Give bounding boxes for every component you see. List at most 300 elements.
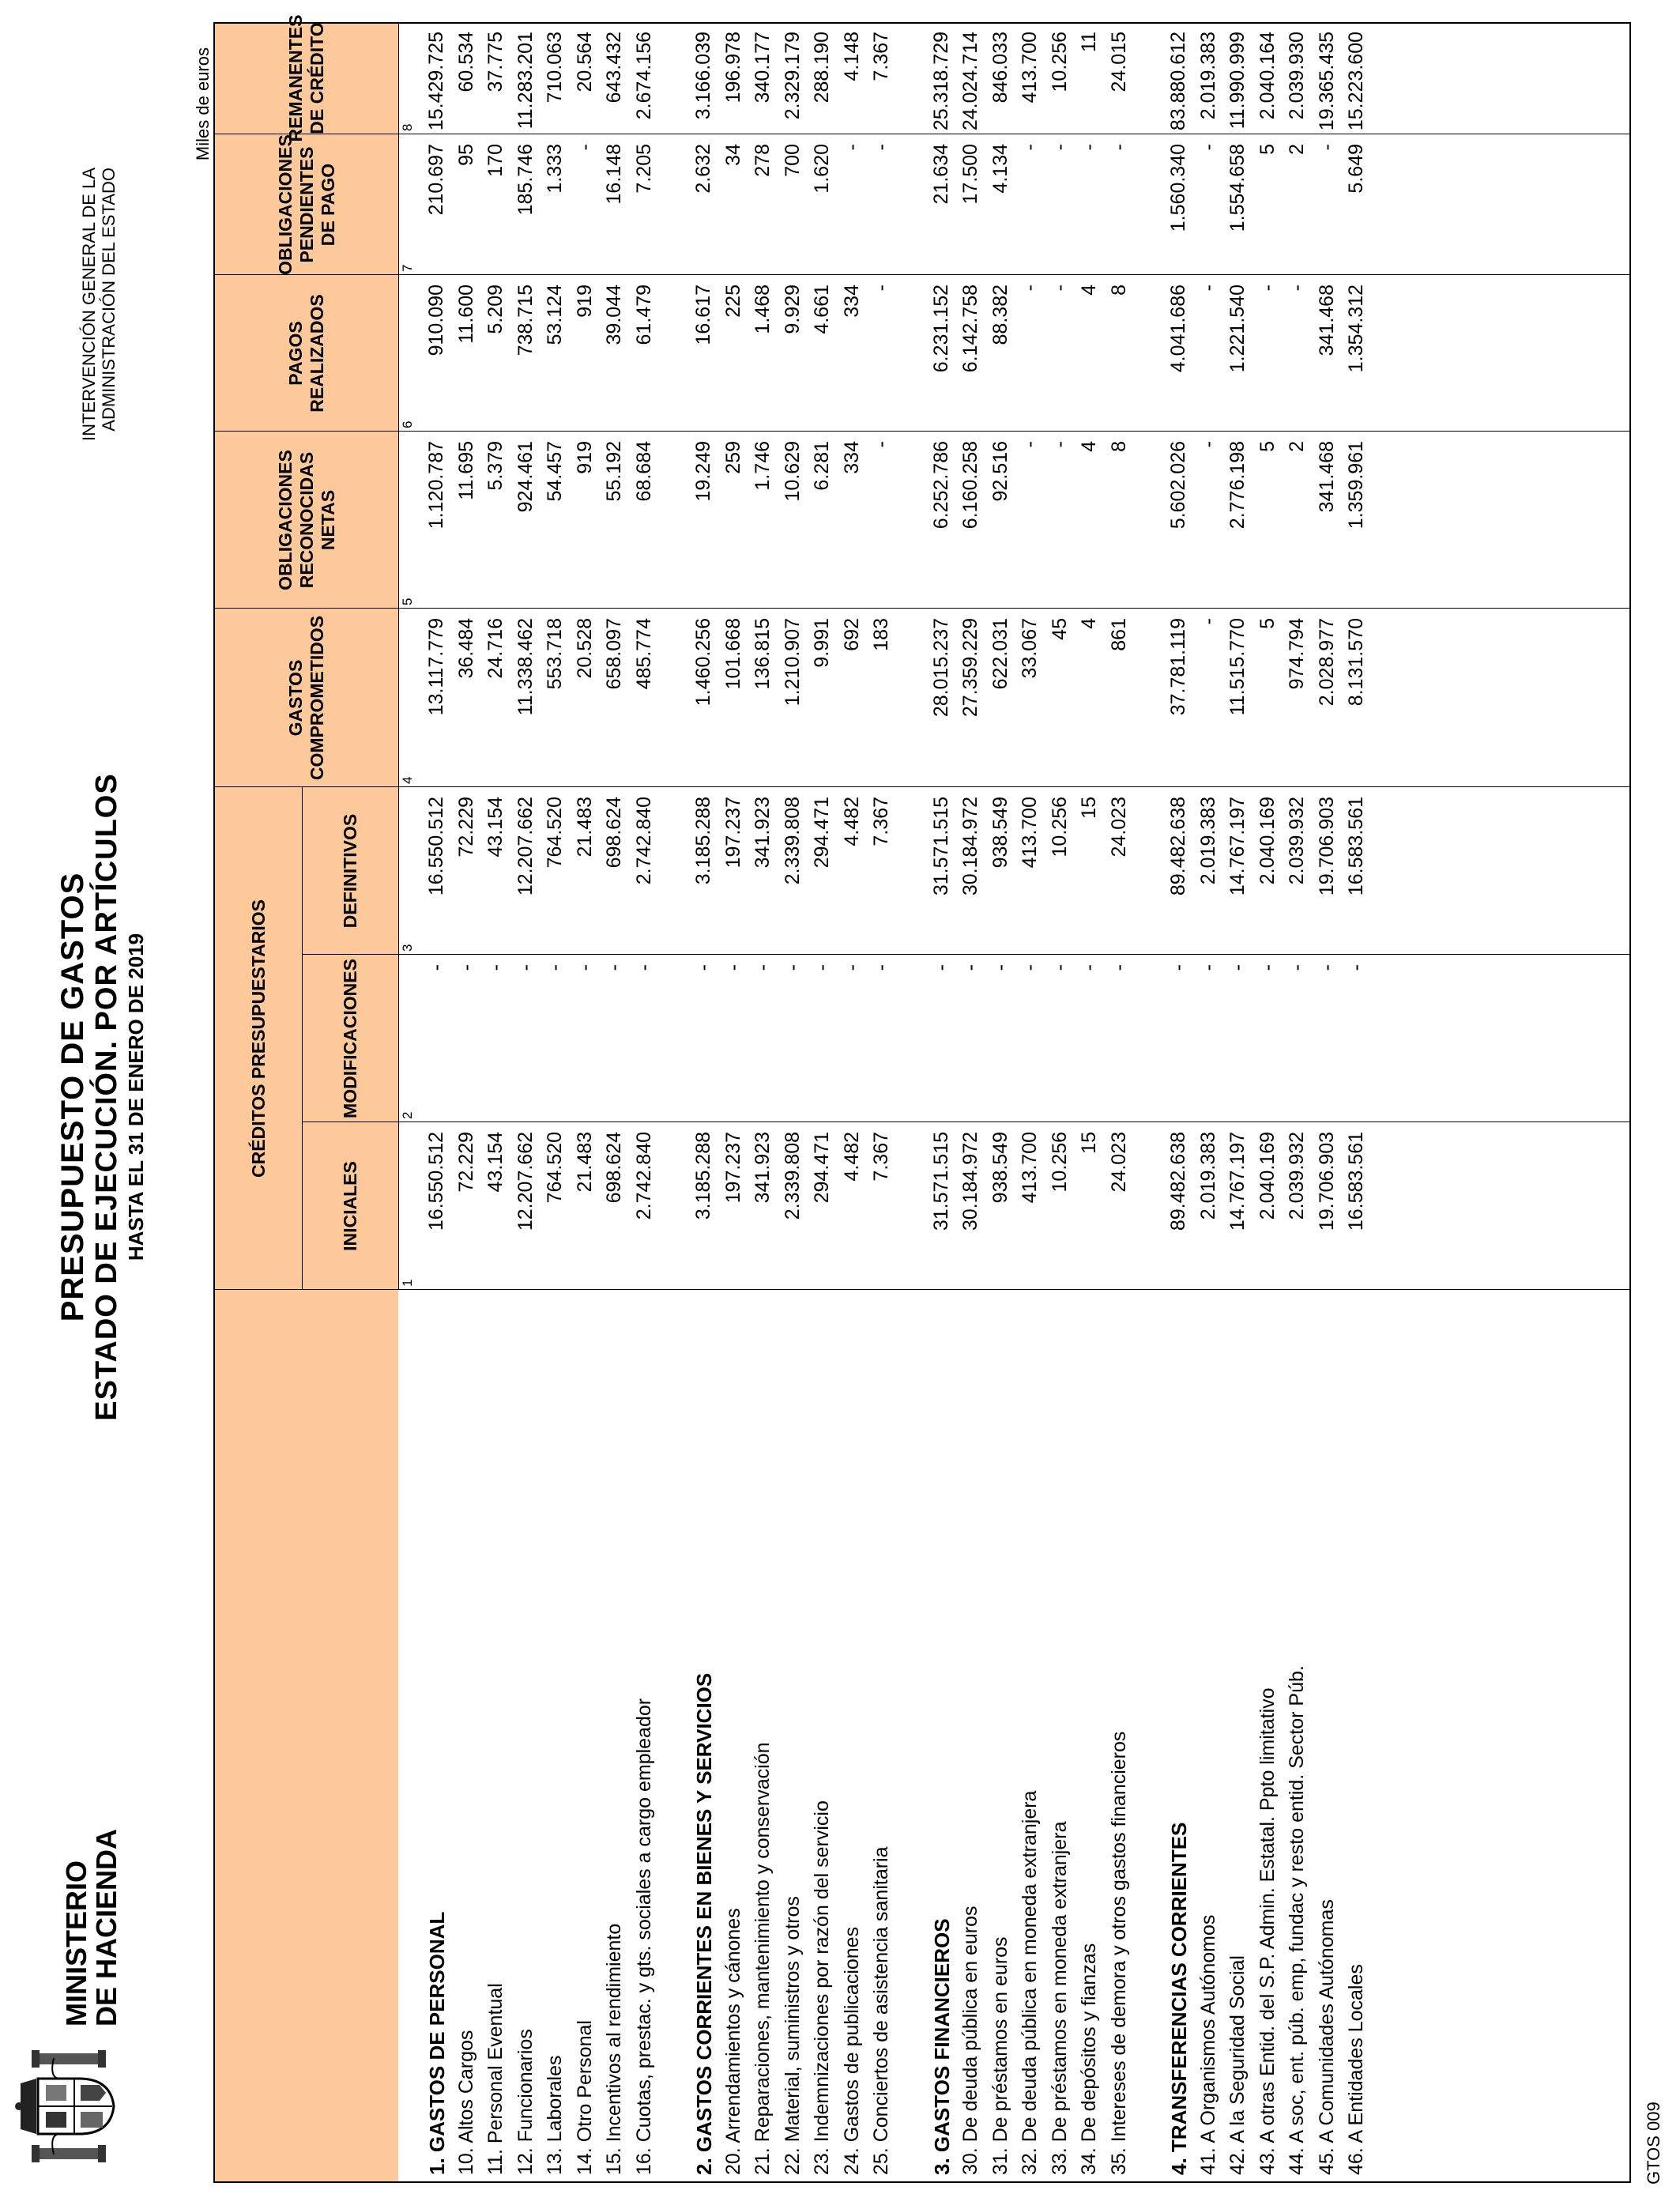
cell-value: -	[573, 144, 596, 151]
cell-value: 95	[454, 144, 477, 166]
cell-value: 30.184.972	[959, 797, 981, 896]
cell-value: 54.457	[544, 441, 566, 502]
cell-value: 89.482.638	[1167, 797, 1189, 896]
table-row	[1313, 24, 1340, 2181]
cell-value: -	[1256, 285, 1279, 292]
cell-value: 5.379	[484, 441, 507, 491]
cell-value: 25.318.729	[929, 32, 952, 131]
cell-value: -	[1019, 441, 1041, 448]
cell-value: 20.528	[573, 618, 596, 679]
cell-value: 5	[1256, 618, 1279, 629]
header-remanentes-credito: REMANENTES DE CRÉDITO	[285, 14, 327, 142]
cell-value: 2.742.840	[632, 797, 655, 885]
row-label: 20. Arrendamientos y cánones	[721, 1908, 744, 2175]
header-obligaciones-reconocidas: OBLIGACIONES RECONOCIDAS NETAS	[274, 450, 338, 590]
cell-value: -	[840, 144, 863, 151]
cell-value: 700	[781, 144, 804, 177]
cell-value: 12.207.662	[514, 1132, 537, 1231]
row-label: 42. A la Seguridad Social	[1226, 1955, 1249, 2175]
cell-value: 334	[840, 441, 863, 474]
row-label: 46. A Entidades Locales	[1345, 1964, 1367, 2175]
column-number: 2	[400, 1111, 415, 1119]
cell-value: 15	[1078, 1132, 1100, 1154]
header-pagos-realizados: PAGOS REALIZADOS	[285, 294, 327, 413]
cell-value: 31.571.515	[929, 1132, 952, 1231]
cell-value: -	[573, 964, 596, 971]
cell-value: 8	[1107, 285, 1130, 296]
cell-value: 2.674.156	[632, 32, 655, 120]
cell-value: 738.715	[514, 285, 537, 356]
cell-value: -	[840, 964, 863, 971]
cell-value: 12.207.662	[514, 797, 537, 896]
cell-value: 643.432	[603, 32, 625, 104]
row-label: 13. Laborales	[544, 2055, 566, 2175]
cell-value: 413.700	[1019, 32, 1041, 104]
cell-value: 1.210.907	[781, 618, 804, 707]
cell-value: 2.039.932	[1286, 1132, 1308, 1220]
cell-value: 24.023	[1107, 1132, 1130, 1193]
cell-value: 16.583.561	[1345, 797, 1367, 896]
cell-value: 2.339.808	[781, 1132, 804, 1220]
cell-value: 1.620	[811, 144, 833, 194]
cell-value: 710.063	[544, 32, 566, 104]
cell-value: 2.019.383	[1196, 32, 1219, 120]
cell-value: 2.039.932	[1286, 797, 1308, 885]
cell-value: 658.097	[603, 618, 625, 690]
cell-value: 974.794	[1286, 618, 1308, 690]
document-title: PRESUPUESTO DE GASTOS	[55, 872, 90, 1322]
cell-value: -	[484, 964, 507, 971]
column-number: 4	[400, 776, 415, 784]
row-label: 43. A otras Entid. del S.P. Admin. Estatal. Ppto limitativo	[1256, 1687, 1279, 2175]
row-label: 32. De deuda pública en moneda extranjera	[1019, 1790, 1041, 2175]
table-row	[1045, 24, 1073, 2181]
cell-value: -	[1345, 964, 1367, 971]
cell-value: 2.039.930	[1286, 32, 1308, 120]
cell-value: 34	[721, 144, 744, 166]
cell-value: 19.706.903	[1315, 1132, 1338, 1231]
cell-value: 1.554.658	[1226, 144, 1249, 232]
cell-value: 938.549	[989, 1132, 1011, 1204]
row-label: 34. De depósitos y fianzas	[1078, 1943, 1100, 2175]
cell-value: 16.583.561	[1345, 1132, 1367, 1231]
row-label: 30. De deuda pública en euros	[959, 1906, 981, 2175]
cell-value: 698.624	[603, 797, 625, 869]
cell-value: 11.695	[454, 441, 477, 500]
table-row	[1075, 24, 1102, 2181]
row-label: 23. Indemnizaciones por razón del servicio	[811, 1800, 833, 2175]
cell-value: 846.033	[989, 32, 1011, 104]
cell-value: -	[1107, 144, 1130, 151]
cell-value: 53.124	[544, 285, 566, 345]
document-code: GTOS 009	[1644, 2102, 1663, 2185]
cell-value: 764.520	[544, 1132, 566, 1204]
cell-value: -	[1196, 285, 1219, 292]
cell-value: -	[1286, 285, 1308, 292]
cell-value: 19.365.435	[1315, 32, 1338, 131]
row-label: 25. Conciertos de asistencia sanitaria	[870, 1846, 892, 2175]
cell-value: 28.015.237	[929, 618, 952, 718]
table-row	[838, 24, 865, 2181]
cell-value: -	[1196, 441, 1219, 448]
ministry-line-1: MINISTERIO	[60, 1860, 92, 2026]
row-label: 15. Incentivos al rendimiento	[603, 1923, 625, 2175]
table-row-chapter	[689, 24, 717, 2181]
table-row	[630, 24, 657, 2181]
table-row	[867, 24, 895, 2181]
cell-value: 259	[721, 441, 744, 474]
table-row	[808, 24, 835, 2181]
cell-value: 10.256	[1048, 32, 1071, 92]
cell-value: 19.706.903	[1315, 797, 1338, 896]
issuer-block	[79, 168, 119, 441]
header-gastos-comprometidos: GASTOS COMPROMETIDOS	[285, 615, 327, 781]
grid-line	[215, 274, 1629, 275]
cell-value: 4.041.686	[1167, 285, 1189, 373]
cell-value: 553.718	[544, 618, 566, 690]
cell-value: 1.333	[544, 144, 566, 194]
cell-value: -	[989, 964, 1011, 971]
column-number: 7	[400, 264, 415, 272]
cell-value: 72.229	[454, 1132, 477, 1193]
header-iniciales: INICIALES	[339, 1161, 360, 1251]
cell-value: 340.177	[751, 32, 774, 104]
cell-value: 16.617	[692, 285, 714, 345]
cell-value: 68.684	[632, 441, 655, 502]
cell-value: 4.134	[989, 144, 1011, 194]
cell-value: -	[781, 964, 804, 971]
cell-value: 341.468	[1315, 441, 1338, 513]
cell-value: 6.231.152	[929, 285, 952, 373]
units-note: Miles de euros	[193, 47, 213, 161]
cell-value: 2.019.383	[1196, 797, 1219, 885]
cell-value: 4	[1078, 441, 1100, 452]
issuer-line-1: INTERVENCIÓN GENERAL DE LA	[79, 168, 99, 441]
cell-value: 101.668	[721, 618, 744, 690]
cell-value: 2	[1286, 441, 1308, 452]
grid-line	[215, 431, 1629, 432]
cell-value: -	[1226, 964, 1249, 971]
cell-value: 6.160.258	[959, 441, 981, 530]
cell-value: 60.534	[454, 32, 477, 92]
cell-value: 5	[1256, 441, 1279, 452]
cell-value: 136.815	[751, 618, 774, 690]
cell-value: -	[1167, 964, 1189, 971]
cell-value: 37.781.119	[1167, 618, 1189, 716]
cell-value: 15.429.725	[425, 32, 447, 131]
cell-value: 45	[1048, 618, 1071, 640]
cell-value: 1.560.340	[1167, 144, 1189, 232]
cell-value: 341.923	[751, 797, 774, 869]
cell-value: 5.209	[484, 285, 507, 334]
table-row-chapter	[927, 24, 955, 2181]
table-row	[1342, 24, 1369, 2181]
cell-value: 225	[721, 285, 744, 318]
cell-value: 294.471	[811, 1132, 833, 1204]
cell-value: 4	[1078, 285, 1100, 296]
row-label: 2. GASTOS CORRIENTES EN BIENES Y SERVICIOS	[692, 1672, 716, 2175]
cell-value: 17.500	[959, 144, 981, 205]
cell-value: 6.252.786	[929, 441, 952, 530]
cell-value: 334	[840, 285, 863, 318]
row-label: 1. GASTOS DE PERSONAL	[425, 1911, 449, 2175]
cell-value: 4.148	[840, 32, 863, 81]
cell-value: 924.461	[514, 441, 537, 513]
row-label: 12. Funcionarios	[514, 2029, 537, 2175]
cell-value: 88.382	[989, 285, 1011, 345]
cell-value: 170	[484, 144, 507, 177]
cell-value: 24.716	[484, 618, 507, 679]
table-row	[986, 24, 1014, 2181]
cell-value: 2	[1286, 144, 1308, 155]
grid-line	[302, 954, 1629, 955]
grid-line	[398, 24, 399, 1290]
cell-value: 1.460.256	[692, 618, 714, 707]
cell-value: 3.166.039	[692, 32, 714, 120]
cell-value: 10.256	[1048, 1132, 1071, 1193]
cell-value: 24.015	[1107, 32, 1130, 92]
cell-value: 764.520	[544, 797, 566, 869]
cell-value: 919	[573, 441, 596, 474]
cell-value: 3.185.288	[692, 1132, 714, 1220]
cell-value: -	[514, 964, 537, 971]
cell-value: 196.978	[721, 32, 744, 104]
table-row	[511, 24, 539, 2181]
cell-value: 83.880.612	[1167, 32, 1189, 131]
cell-value: 413.700	[1019, 1132, 1041, 1204]
ministry-line-2: DE HACIENDA	[90, 1828, 122, 2026]
cell-value: 16.550.512	[425, 1132, 447, 1231]
cell-value: -	[870, 964, 892, 971]
cell-value: -	[751, 964, 774, 971]
cell-value: 278	[751, 144, 774, 177]
cell-value: -	[1286, 964, 1308, 971]
cell-value: 4.482	[840, 797, 863, 846]
cell-value: -	[603, 964, 625, 971]
cell-value: 1.354.312	[1345, 285, 1367, 373]
cell-value: 7.205	[632, 144, 655, 194]
cell-value: 5	[1256, 144, 1279, 155]
grid-line	[215, 1289, 1629, 1290]
cell-value: 55.192	[603, 441, 625, 502]
cell-value: 2.040.164	[1256, 32, 1279, 120]
cell-value: 37.775	[484, 32, 507, 92]
cell-value: 210.697	[425, 144, 447, 216]
table-row	[600, 24, 627, 2181]
cell-value: 11	[1078, 32, 1100, 52]
cell-value: -	[1078, 964, 1100, 971]
cell-value: 288.190	[811, 32, 833, 104]
cell-value: -	[1019, 144, 1041, 151]
table-row	[956, 24, 984, 2181]
column-number: 1	[400, 1279, 415, 1287]
cell-value: 15.223.600	[1345, 32, 1367, 131]
cell-value: 5.602.026	[1167, 441, 1189, 530]
cell-value: 16.550.512	[425, 797, 447, 896]
row-label: 22. Material, suministros y otros	[781, 1896, 804, 2175]
cell-value: 183	[870, 618, 892, 651]
cell-value: 2.742.840	[632, 1132, 655, 1220]
table-row	[481, 24, 509, 2181]
table-row	[541, 24, 568, 2181]
cell-value: 1.120.787	[425, 441, 447, 530]
cell-value: 9.929	[781, 285, 804, 334]
table-row	[1223, 24, 1251, 2181]
cell-value: -	[959, 964, 981, 971]
cell-value: 2.632	[692, 144, 714, 194]
cell-value: 692	[840, 618, 863, 651]
header-definitivos: DEFINITIVOS	[339, 813, 360, 929]
cell-value: 27.359.229	[959, 618, 981, 718]
cell-value: 15	[1078, 797, 1100, 819]
cell-value: 33.067	[1019, 618, 1041, 679]
cell-value: 2.040.169	[1256, 1132, 1279, 1220]
grid-line	[215, 608, 1629, 609]
cell-value: 92.516	[989, 441, 1011, 502]
cell-value: 7.367	[870, 32, 892, 81]
column-number: 3	[400, 944, 415, 952]
row-label: 21. Reparaciones, mantenimiento y conservación	[751, 1742, 774, 2175]
cell-value: -	[929, 964, 952, 971]
table-row	[452, 24, 480, 2181]
cell-value: 8	[1107, 441, 1130, 452]
cell-value: 2.329.179	[781, 32, 804, 120]
grid-line	[215, 786, 1629, 787]
cell-value: 24.023	[1107, 797, 1130, 858]
cell-value: 1.468	[751, 285, 774, 334]
cell-value: -	[632, 964, 655, 971]
cell-value: -	[1078, 144, 1100, 151]
row-label: 10. Altos Cargos	[454, 2030, 477, 2175]
cell-value: -	[1019, 285, 1041, 292]
cell-value: -	[1315, 964, 1338, 971]
cell-value: 11.990.999	[1226, 32, 1249, 130]
header-creditos: CRÉDITOS PRESUPUESTARIOS	[247, 899, 269, 1178]
cell-value: 21.483	[573, 797, 596, 858]
cell-value: 485.774	[632, 618, 655, 690]
table-row	[1283, 24, 1310, 2181]
cell-value: 185.746	[514, 144, 537, 216]
cell-value: 2.040.169	[1256, 797, 1279, 885]
cell-value: -	[425, 964, 447, 971]
table-row	[1194, 24, 1222, 2181]
row-label: 31. De préstamos en euros	[989, 1936, 1011, 2175]
cell-value: 622.031	[989, 618, 1011, 690]
cell-value: 36.484	[454, 618, 477, 679]
row-label: 11. Personal Eventual	[484, 1983, 507, 2175]
cell-value: -	[1196, 618, 1219, 625]
cell-value: -	[1256, 964, 1279, 971]
header-modificaciones: MODIFICACIONES	[339, 959, 360, 1118]
report-period: HASTA EL 31 DE ENERO DE 2019	[124, 933, 148, 1261]
row-label: 33. De préstamos en moneda extranjera	[1048, 1821, 1071, 2175]
document-subtitle: ESTADO DE EJECUCIÓN. POR ARTÍCULOS	[90, 773, 123, 1421]
cell-value: -	[870, 441, 892, 448]
cell-value: 16.148	[603, 144, 625, 205]
cell-value: 72.229	[454, 797, 477, 858]
cell-value: -	[1196, 144, 1219, 151]
table-row	[1105, 24, 1132, 2181]
cell-value: 11.283.201	[514, 32, 537, 130]
cell-value: -	[1196, 964, 1219, 971]
cell-value: -	[1048, 441, 1071, 448]
cell-value: 2.339.808	[781, 797, 804, 885]
cell-value: 8.131.570	[1345, 618, 1367, 707]
cell-value: 4.482	[840, 1132, 863, 1182]
cell-value: 1.221.540	[1226, 285, 1249, 373]
row-label: 41. A Organismos Autónomos	[1196, 1914, 1219, 2175]
cell-value: 10.256	[1048, 797, 1071, 858]
cell-value: 9.991	[811, 618, 833, 668]
row-label: 4. TRANSFERENCIAS CORRIENTES	[1167, 1822, 1191, 2175]
cell-value: 61.479	[632, 285, 655, 345]
cell-value: 11.338.462	[514, 618, 537, 716]
cell-value: -	[544, 964, 566, 971]
budget-execution-table	[213, 14, 1631, 2183]
cell-value: 11.600	[454, 285, 477, 344]
table-row-chapter	[422, 24, 450, 2181]
cell-value: 294.471	[811, 797, 833, 869]
row-label: 14. Otro Personal	[573, 2020, 596, 2175]
cell-value: 910.090	[425, 285, 447, 356]
column-number: 5	[400, 598, 415, 605]
cell-value: 24.024.714	[959, 32, 981, 131]
cell-value: 938.549	[989, 797, 1011, 869]
cell-value: -	[870, 144, 892, 151]
row-label: 24. Gastos de publicaciones	[840, 1926, 863, 2175]
table-row	[778, 24, 806, 2181]
cell-value: 861	[1107, 618, 1130, 651]
cell-value: 11.515.770	[1226, 618, 1249, 716]
cell-value: 14.767.197	[1226, 797, 1249, 896]
column-number: 8	[400, 123, 415, 131]
cell-value: 43.154	[484, 797, 507, 858]
cell-value: 1.359.961	[1345, 441, 1367, 530]
cell-value: -	[721, 964, 744, 971]
cell-value: 21.483	[573, 1132, 596, 1193]
cell-value: 30.184.972	[959, 1132, 981, 1231]
table-row	[748, 24, 776, 2181]
cell-value: 89.482.638	[1167, 1132, 1189, 1231]
cell-value: 14.767.197	[1226, 1132, 1249, 1231]
cell-value: -	[811, 964, 833, 971]
cell-value: 10.629	[781, 441, 804, 502]
cell-value: -	[1107, 964, 1130, 971]
cell-value: 4	[1078, 618, 1100, 629]
cell-value: -	[870, 285, 892, 292]
cell-value: 341.923	[751, 1132, 774, 1204]
header-obligaciones-pendientes: OBLIGACIONES PENDIENTES DE PAGO	[274, 134, 338, 275]
table-row	[719, 24, 747, 2181]
cell-value: 197.237	[721, 1132, 744, 1204]
cell-value: -	[1048, 964, 1071, 971]
cell-value: 2.019.383	[1196, 1132, 1219, 1220]
cell-value: -	[1019, 964, 1041, 971]
row-label: 3. GASTOS FINANCIEROS	[929, 1918, 954, 2175]
issuer-line-2: ADMINISTRACIÓN DEL ESTADO	[99, 168, 119, 432]
cell-value: 13.117.779	[425, 618, 447, 716]
cell-value: 341.468	[1315, 285, 1338, 356]
cell-value: 7.367	[870, 797, 892, 846]
cell-value: 2.776.198	[1226, 441, 1249, 530]
table-row	[1015, 24, 1043, 2181]
table-row	[1253, 24, 1281, 2181]
row-label: 16. Cuotas, prestac. y gts. sociales a cargo empleador	[632, 1698, 655, 2175]
table-row-chapter	[1164, 24, 1192, 2181]
cell-value: 413.700	[1019, 797, 1041, 869]
cell-value: 919	[573, 285, 596, 318]
cell-value: 43.154	[484, 1132, 507, 1193]
